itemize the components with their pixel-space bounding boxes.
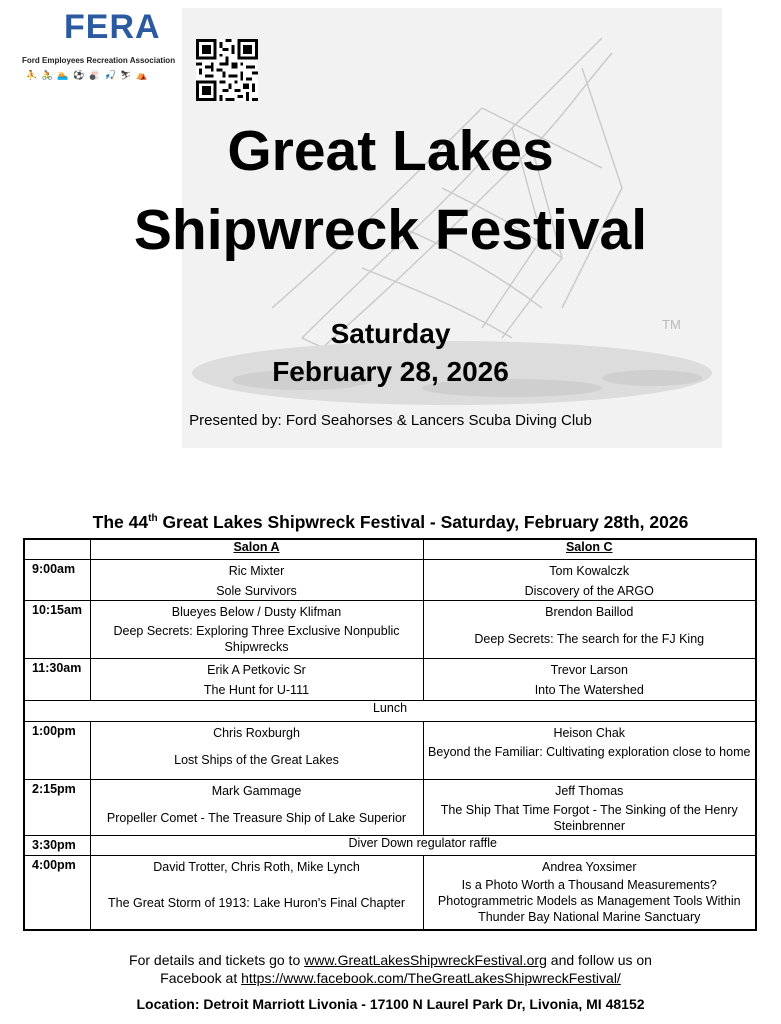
- talk-title: Discovery of the ARGO: [524, 584, 654, 598]
- fera-logo: [22, 8, 177, 86]
- fera-wordmark: FERA: [64, 8, 161, 46]
- footer-facebook-line: Facebook at https://www.facebook.com/TheGreatLakesShipwreckFestival/: [160, 970, 621, 986]
- speaker: Ric Mixter: [228, 564, 285, 578]
- talk-title: Lost Ships of the Great Lakes: [174, 753, 339, 767]
- facebook-link[interactable]: https://www.facebook.com/TheGreatLakesShipwreckFestival/: [241, 970, 621, 986]
- session-time: 9:00am: [24, 560, 90, 601]
- table-row: [24, 780, 756, 836]
- festival-website-link[interactable]: www.GreatLakesShipwreckFestival.org: [304, 952, 547, 968]
- table-row: [24, 836, 756, 856]
- table-row: [24, 560, 756, 601]
- talk-title: Into The Watershed: [534, 683, 644, 697]
- table-row: [24, 701, 756, 722]
- speaker: Erik A Petkovic Sr: [207, 663, 306, 677]
- talk-title: Deep Secrets: The search for the FJ King: [474, 632, 705, 646]
- footer-tickets-line: For details and tickets go to www.GreatLakesShipwreckFestival.org and follow us on: [129, 952, 652, 968]
- talk-title: Is a Photo Worth a Thousand Measurements? Photogrammetric Models as Management Tools Within Thunder Bay National Marine Sanctuary: [437, 878, 741, 924]
- speaker: Chris Roxburgh: [213, 726, 300, 740]
- session-time: 1:00pm: [24, 722, 90, 780]
- festival-title-line1: Great Lakes: [227, 119, 554, 183]
- speaker: Mark Gammage: [211, 784, 302, 798]
- lunch-break: Lunch: [24, 701, 756, 722]
- table-row: [24, 601, 756, 659]
- raffle-event: Diver Down regulator raffle: [90, 836, 756, 856]
- table-row: [24, 856, 756, 930]
- schedule-title: The 44th Great Lakes Shipwreck Festival - Saturday, February 28th, 2026: [92, 512, 689, 532]
- fera-subtitle: Ford Employees Recreation Association: [22, 56, 176, 65]
- talk-title: Propeller Comet - The Treasure Ship of Lake Superior: [106, 811, 407, 825]
- talk-title: The Hunt for U-111: [203, 683, 310, 697]
- talk-title: Sole Survivors: [216, 584, 297, 598]
- trademark-mark: TM: [662, 317, 681, 332]
- event-day: Saturday: [330, 318, 451, 349]
- column-header-salon-a: Salon A: [90, 539, 423, 560]
- qr-code-icon[interactable]: [196, 39, 258, 101]
- event-date: February 28, 2026: [272, 356, 509, 387]
- session-time: 10:15am: [24, 601, 90, 659]
- speaker: Trevor Larson: [550, 663, 628, 677]
- table-row: [24, 722, 756, 780]
- talk-title: The Great Storm of 1913: Lake Huron's Final Chapter: [108, 896, 405, 910]
- activity-figures-icon: ⛹ 🚴 🏊 ⚽ 🎳 🎣 ⛷ ⛺: [26, 70, 149, 80]
- session-time: 2:15pm: [24, 780, 90, 836]
- speaker: Andrea Yoxsimer: [541, 860, 637, 874]
- session-time: 4:00pm: [24, 856, 90, 930]
- session-time: 3:30pm: [24, 836, 90, 856]
- talk-title: The Ship That Time Forgot - The Sinking of the Henry Steinbrenner: [440, 803, 738, 833]
- column-header-salon-c: Salon C: [423, 539, 756, 560]
- event-location: Location: Detroit Marriott Livonia - 17100 N Laurel Park Dr, Livonia, MI 48152: [136, 996, 645, 1012]
- talk-title: Beyond the Familiar: Cultivating exploration close to home: [428, 745, 751, 759]
- session-time: 11:30am: [24, 659, 90, 701]
- table-header-row: [24, 539, 756, 560]
- speaker: Tom Kowalczk: [549, 564, 630, 578]
- speaker: Blueyes Below / Dusty Klifman: [171, 605, 342, 619]
- table-row: [24, 659, 756, 701]
- festival-title-line2: Shipwreck Festival: [133, 198, 648, 262]
- talk-title: Deep Secrets: Exploring Three Exclusive Nonpublic Shipwrecks: [113, 624, 400, 654]
- schedule-table: [23, 538, 757, 931]
- speaker: Jeff Thomas: [555, 784, 624, 798]
- speaker: David Trotter, Chris Roth, Mike Lynch: [153, 860, 360, 874]
- speaker: Brendon Baillod: [545, 605, 634, 619]
- presented-by: Presented by: Ford Seahorses & Lancers Scuba Diving Club: [189, 412, 592, 429]
- column-header-time: [24, 539, 90, 560]
- speaker: Heison Chak: [553, 726, 626, 740]
